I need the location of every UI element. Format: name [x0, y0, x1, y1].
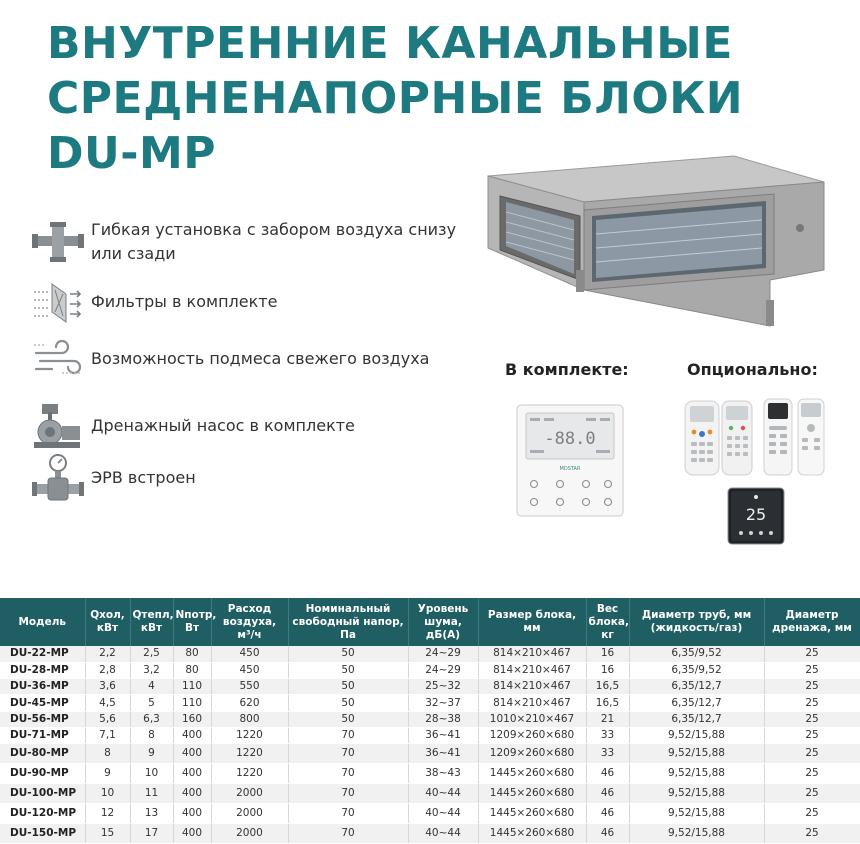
cell-noise: 25~32: [408, 679, 478, 695]
feature-eev: [30, 452, 491, 504]
cell-cooling: 2,2: [85, 646, 130, 662]
feature-text: Гибкая установка с забором воздуха снизу или сзади: [91, 220, 457, 263]
cell-airflow: 2000: [211, 804, 288, 824]
cell-noise: 36~41: [408, 727, 478, 743]
table-row: [0, 646, 860, 662]
table-header-row: [0, 598, 860, 646]
feature-text: ЭРВ встроен: [91, 468, 196, 487]
filter-icon: [30, 276, 86, 328]
table-row: [0, 744, 860, 764]
title-line-2: СРЕДНЕНАПОРНЫЕ БЛОКИ: [47, 73, 744, 124]
cell-model: DU-36-MP: [0, 679, 85, 695]
cell-cooling: 15: [85, 824, 130, 844]
cell-cooling: 2,8: [85, 662, 130, 678]
cell-airflow: 1220: [211, 744, 288, 764]
header-dimensions: Размер блока, мм: [478, 598, 586, 646]
cell-model: DU-56-MP: [0, 711, 85, 727]
feature-text: Возможность подмеса свежего воздуха: [91, 349, 430, 368]
cell-drain-diameter: 25: [764, 662, 860, 678]
table-row: [0, 824, 860, 844]
cell-cooling: 8: [85, 744, 130, 764]
ducted-unit-image: [484, 150, 826, 340]
cell-heating: 4: [130, 679, 173, 695]
header-noise: Уровень шума, дБ(А): [408, 598, 478, 646]
cell-noise: 40~44: [408, 824, 478, 844]
cell-cooling: 5,6: [85, 711, 130, 727]
header-drain-diameter: Диаметр дренажа, мм: [764, 598, 860, 646]
header-weight: Вес блока, кг: [586, 598, 629, 646]
cell-heating: 13: [130, 804, 173, 824]
cell-dimensions: 1445×260×680: [478, 804, 586, 824]
cell-weight: 16: [586, 662, 629, 678]
cell-drain-diameter: 25: [764, 679, 860, 695]
cell-model: DU-120-MP: [0, 804, 85, 824]
cell-dimensions: 814×210×467: [478, 695, 586, 711]
cell-static-pressure: 50: [288, 662, 408, 678]
cell-heating: 8: [130, 727, 173, 743]
touch-controller-image: [727, 487, 785, 545]
cell-model: DU-28-MP: [0, 662, 85, 678]
cell-cooling: 9: [85, 764, 130, 784]
cell-dimensions: 1010×210×467: [478, 711, 586, 727]
header-model: Модель: [0, 598, 85, 646]
feature-text: Дренажный насос в комплекте: [91, 416, 355, 435]
remote-control-3-image: [763, 398, 793, 476]
cell-drain-diameter: 25: [764, 784, 860, 804]
remote-control-1-image: [684, 400, 720, 476]
cell-airflow: 620: [211, 695, 288, 711]
cell-airflow: 1220: [211, 727, 288, 743]
cell-airflow: 1220: [211, 764, 288, 784]
cell-noise: 28~38: [408, 711, 478, 727]
cell-dimensions: 1445×260×680: [478, 764, 586, 784]
cell-static-pressure: 70: [288, 784, 408, 804]
cell-drain-diameter: 25: [764, 764, 860, 784]
header-cooling: Qхол, кВт: [85, 598, 130, 646]
cell-pipe-diameter: 9,52/15,88: [629, 727, 764, 743]
cell-power: 110: [173, 679, 211, 695]
cell-heating: 5: [130, 695, 173, 711]
header-heating: Qтепл, кВт: [130, 598, 173, 646]
cell-heating: 10: [130, 764, 173, 784]
cell-weight: 46: [586, 804, 629, 824]
cell-drain-diameter: 25: [764, 711, 860, 727]
cell-pipe-diameter: 9,52/15,88: [629, 824, 764, 844]
remote-control-4-image: [797, 398, 825, 476]
cell-airflow: 450: [211, 662, 288, 678]
feature-text: Фильтры в комплекте: [91, 292, 278, 311]
cell-noise: 40~44: [408, 784, 478, 804]
cell-weight: 46: [586, 764, 629, 784]
valve-gauge-icon: [30, 452, 86, 504]
cell-static-pressure: 70: [288, 727, 408, 743]
cell-weight: 46: [586, 784, 629, 804]
title-line-1: ВНУТРЕННИЕ КАНАЛЬНЫЕ: [47, 18, 733, 69]
cell-static-pressure: 70: [288, 804, 408, 824]
cell-model: DU-45-MP: [0, 695, 85, 711]
table-row: [0, 727, 860, 743]
cell-dimensions: 814×210×467: [478, 646, 586, 662]
cell-noise: 38~43: [408, 764, 478, 784]
cell-noise: 24~29: [408, 646, 478, 662]
cell-dimensions: 1445×260×680: [478, 784, 586, 804]
cell-cooling: 7,1: [85, 727, 130, 743]
cell-drain-diameter: 25: [764, 744, 860, 764]
cell-weight: 33: [586, 744, 629, 764]
cell-heating: 11: [130, 784, 173, 804]
spec-table-body: [0, 646, 860, 844]
cell-static-pressure: 70: [288, 824, 408, 844]
drain-pump-icon: [30, 400, 86, 452]
cell-weight: 21: [586, 711, 629, 727]
optional-label: Опционально:: [687, 360, 818, 379]
cell-weight: 16,5: [586, 695, 629, 711]
cell-model: DU-22-MP: [0, 646, 85, 662]
cell-static-pressure: 50: [288, 695, 408, 711]
cell-drain-diameter: 25: [764, 727, 860, 743]
table-row: [0, 804, 860, 824]
feature-fresh-air: [30, 333, 491, 385]
cell-airflow: 450: [211, 646, 288, 662]
cell-pipe-diameter: 9,52/15,88: [629, 804, 764, 824]
cell-dimensions: 814×210×467: [478, 662, 586, 678]
cell-dimensions: 1209×260×680: [478, 727, 586, 743]
cell-static-pressure: 70: [288, 744, 408, 764]
cell-airflow: 2000: [211, 824, 288, 844]
cell-heating: 3,2: [130, 662, 173, 678]
wired-controller-image: [516, 404, 624, 517]
cell-drain-diameter: 25: [764, 824, 860, 844]
cell-drain-diameter: 25: [764, 804, 860, 824]
cell-power: 80: [173, 662, 211, 678]
table-row: [0, 784, 860, 804]
cell-pipe-diameter: 6,35/12,7: [629, 695, 764, 711]
cell-static-pressure: 50: [288, 679, 408, 695]
cell-cooling: 4,5: [85, 695, 130, 711]
header-static-pressure: Номинальный свободный напор, Па: [288, 598, 408, 646]
cell-dimensions: 814×210×467: [478, 679, 586, 695]
pipe-tee-icon: [30, 216, 86, 268]
cell-airflow: 550: [211, 679, 288, 695]
header-airflow: Расход воздуха, м³/ч: [211, 598, 288, 646]
cell-dimensions: 1445×260×680: [478, 824, 586, 844]
cell-pipe-diameter: 9,52/15,88: [629, 764, 764, 784]
table-row: [0, 764, 860, 784]
cell-heating: 17: [130, 824, 173, 844]
cell-heating: 9: [130, 744, 173, 764]
cell-model: DU-71-MP: [0, 727, 85, 743]
cell-static-pressure: 50: [288, 711, 408, 727]
cell-power: 110: [173, 695, 211, 711]
panel-brand-text: MDSTAR: [559, 466, 581, 472]
cell-weight: 16: [586, 646, 629, 662]
table-row: [0, 711, 860, 727]
cell-heating: 6,3: [130, 711, 173, 727]
cell-cooling: 10: [85, 784, 130, 804]
cell-pipe-diameter: 6,35/9,52: [629, 662, 764, 678]
feature-drain-pump: [30, 400, 491, 452]
panel-display-text: -88.0: [544, 429, 596, 449]
cell-weight: 33: [586, 727, 629, 743]
cell-noise: 36~41: [408, 744, 478, 764]
cell-noise: 24~29: [408, 662, 478, 678]
feature-filters: [30, 276, 491, 328]
cell-model: DU-80-MP: [0, 744, 85, 764]
cell-power: 80: [173, 646, 211, 662]
cell-dimensions: 1209×260×680: [478, 744, 586, 764]
remote-control-2-image: [721, 400, 753, 476]
cell-weight: 46: [586, 824, 629, 844]
title-line-3: DU-MP: [47, 128, 217, 179]
cell-airflow: 800: [211, 711, 288, 727]
included-label: В комплекте:: [505, 360, 629, 379]
header-pipe-diameter: Диаметр труб, мм (жидкость/газ): [629, 598, 764, 646]
cell-heating: 2,5: [130, 646, 173, 662]
cell-drain-diameter: 25: [764, 646, 860, 662]
cell-pipe-diameter: 6,35/12,7: [629, 711, 764, 727]
cell-cooling: 12: [85, 804, 130, 824]
table-row: [0, 695, 860, 711]
cell-drain-diameter: 25: [764, 695, 860, 711]
spec-table: [0, 598, 860, 844]
cell-power: 400: [173, 744, 211, 764]
cell-noise: 40~44: [408, 804, 478, 824]
feature-flexible-installation: [30, 216, 491, 268]
cell-pipe-diameter: 6,35/9,52: [629, 646, 764, 662]
cell-static-pressure: 50: [288, 646, 408, 662]
cell-model: DU-150-MP: [0, 824, 85, 844]
cell-static-pressure: 70: [288, 764, 408, 784]
fresh-air-icon: [30, 333, 86, 385]
cell-power: 400: [173, 764, 211, 784]
touch-display-text: 25: [745, 505, 767, 524]
table-row: [0, 662, 860, 678]
cell-model: DU-90-MP: [0, 764, 85, 784]
cell-pipe-diameter: 9,52/15,88: [629, 784, 764, 804]
cell-power: 160: [173, 711, 211, 727]
cell-power: 400: [173, 804, 211, 824]
header-power: Nпотр, Вт: [173, 598, 211, 646]
table-row: [0, 679, 860, 695]
cell-cooling: 3,6: [85, 679, 130, 695]
cell-pipe-diameter: 6,35/12,7: [629, 679, 764, 695]
cell-model: DU-100-MP: [0, 784, 85, 804]
cell-power: 400: [173, 784, 211, 804]
cell-power: 400: [173, 824, 211, 844]
cell-pipe-diameter: 9,52/15,88: [629, 744, 764, 764]
cell-airflow: 2000: [211, 784, 288, 804]
cell-weight: 16,5: [586, 679, 629, 695]
cell-power: 400: [173, 727, 211, 743]
cell-noise: 32~37: [408, 695, 478, 711]
